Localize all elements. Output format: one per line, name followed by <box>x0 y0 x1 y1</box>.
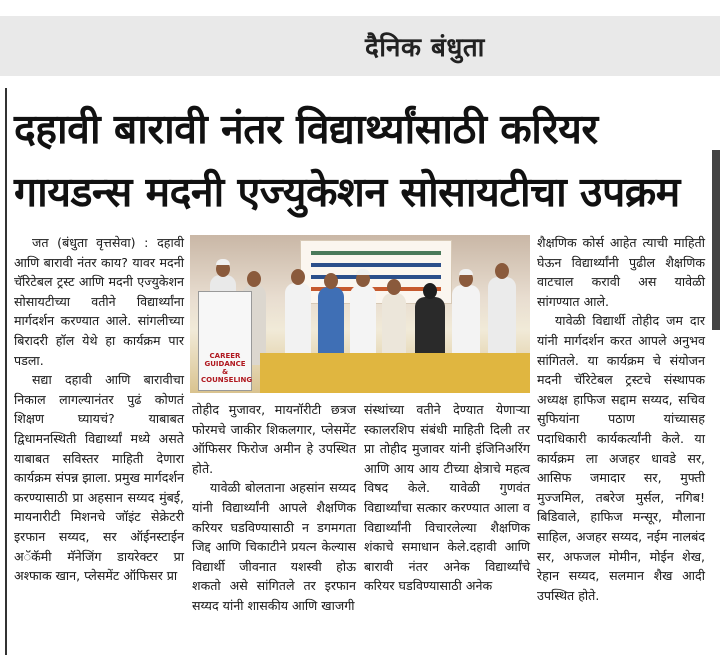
standee-text: CAREER <box>209 352 241 360</box>
headline-line-2: गायडन्स मदनी एज्युकेशन सोसायटीचा उपक्रम <box>14 168 680 216</box>
paragraph: शैक्षणिक कोर्स आहेत त्याची माहिती घेऊन विद्यार्थ्यांनी पुढील शैक्षणिक वाटचाल करावी अस यावेळी सांगण्यात आले. <box>537 235 705 309</box>
standee-text: COUNSELING <box>201 376 253 384</box>
article-column-4 <box>537 233 705 605</box>
career-guidance-standee <box>198 291 252 391</box>
article-column-2 <box>192 400 356 616</box>
article-column-3 <box>364 400 530 596</box>
column-rule <box>5 88 7 655</box>
paragraph: यावेळी विद्यार्थी तोहीद जम दार यांनी मार्गदर्शन करत आपले अनुभव सांगितले. या कार्यक्रम चे संयोजन मदनी चॅरिटेबल ट्रस्टचे संस्थापक अध्यक्ष हाफिज सद्दाम सय्यद, सचिव सुफियांना पठाण यांच्यासह पदाधिकारी कार्यकर्त्यांनी केले. या कार्यक्रम ला अजहर धावडे सर, आसिफ जमादार सर, मुफ्ती मुज्जमिल, तबरेज मुर्सल, नगिब! बिडिवाले, हाफिज मन्सूर, मौलाना साहिल, अजहर सय्यद, नईम नालबंद सर, अफजल मोमीन, मोईन शेख, रेहान सय्यद, सलमान शैख आदी उपस्थित होते. <box>537 313 705 603</box>
paragraph: सद्या दहावी आणि बारावीचा निकाल लागल्यानंतर पुढं कोणतं शिक्षण घ्यायचं? याबाबत द्विधामनस्थिती विद्यार्थ्यां मध्ये असते याबाबत सविस्तर माहिती देणारा कार्यक्रम संपन्न झाला. प्रमुख मार्गदर्शन करण्यासाठी प्रा अहसान सय्यद मुंबई, मायनारीटी मिशनचे जॉइंट सेक्रेटरी इरफान सय्यद, सर ऑईनस्टाईन अॅकॅमी मॅनेजिंग डायरेक्टर प्रा अश्फाक खान, प्लेसमेंट ऑफिसर प्रा <box>14 372 185 584</box>
newspaper-masthead: दैनिक बंधुता <box>365 33 485 63</box>
event-photo <box>190 235 530 393</box>
stage-table <box>260 353 530 393</box>
paragraph: तोहीद मुजावर, मायनॉरीटी छत्रज फोरमचे जाकीर शिकलगार, प्लेसमेंट ऑफिसर फिरोज अमीन हे उपस्थित होते. <box>192 402 356 476</box>
paragraph: जत (बंधुता वृत्तसेवा) : दहावी आणि बारावी नंतर काय? यावर मदनी चॅरिटेबल ट्रस्ट आणि मदनी एज्युकेशन सोसायटीच्या वतीने विद्यार्थ्यांना मार्गदर्शन करण्यात आले. सांगलीच्या बिरादरी हॉल येथे हा कार्यक्रम पार पडला. <box>14 235 184 368</box>
paragraph: यावेळी बोलताना अहसांन सय्यद यांनी विद्यार्थ्यांनी आपले शैक्षणिक करियर घडविण्यासाठी न डगमगता जिद्द आणि चिकाटीने प्रयत्न केल्यास विद्यार्थी जीवनात यशस्वी होऊ शकतो असे सांगितले तर इरफान सय्यद यांनी शासकीय आणि खाजगी <box>192 480 356 613</box>
masthead-band <box>0 16 720 76</box>
paragraph: संस्थांच्या वतीने देण्यात येणाऱ्या स्कालरशिप संबंधी माहिती दिली तर प्रा तोहीद मुजावर यांनी इंजिनिअरिंग आणि आय आय टीच्या क्षेत्राचे महत्व विषद केले. यावेळी गुणवंत विद्यार्थ्यांचा सत्कार करण्यात आला व विद्यार्थ्यांनी विचारलेल्या शैक्षणिक शंकाचे समाधान केले.दहावी आणि बारावी नंतर अनेक विद्यार्थ्यांचे करियर घडविण्यासाठी अनेक <box>364 402 530 594</box>
article-column-1 <box>14 233 184 586</box>
headline-line-1: दहावी बारावी नंतर विद्यार्थ्यांसाठी करियर <box>14 105 598 153</box>
standee-text: GUIDANCE & <box>204 360 246 376</box>
adjacent-article-image <box>712 150 720 330</box>
